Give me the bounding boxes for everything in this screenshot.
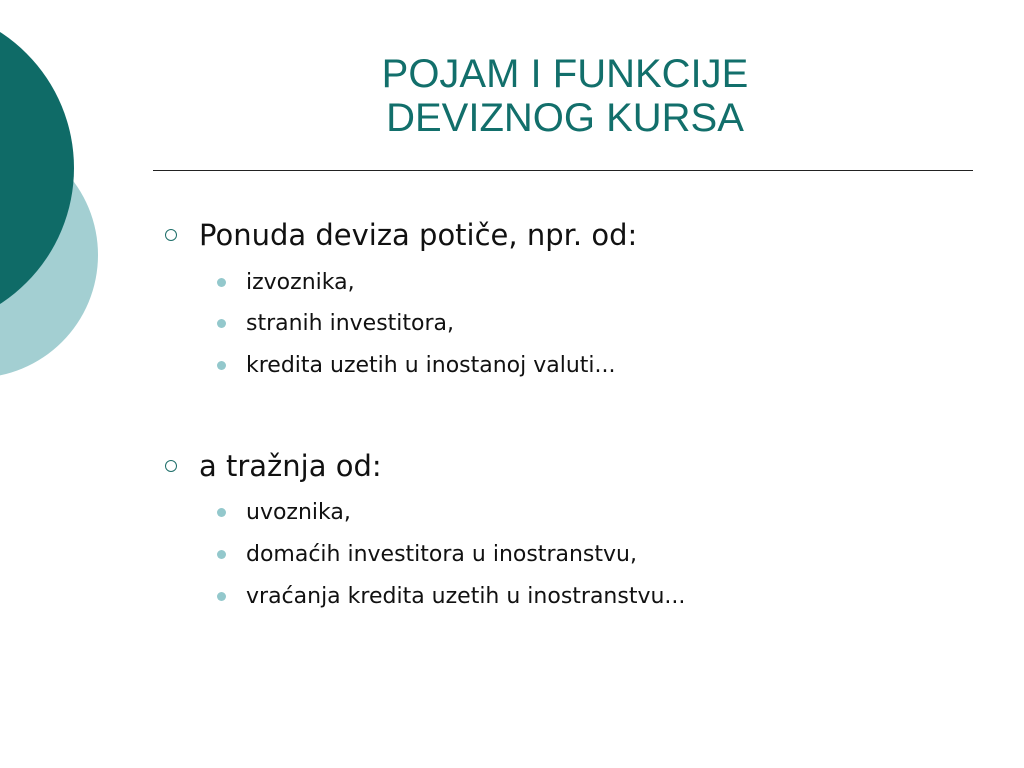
list-item-text: kredita uzetih u inostanoj valuti... (246, 352, 616, 378)
list-item (217, 308, 454, 338)
list-item-text: uvoznika, (246, 499, 351, 525)
list-item-text: domaćih investitora u inostranstvu, (246, 541, 637, 567)
list-item-text: izvoznika, (246, 269, 355, 295)
section-1-heading-text: Ponuda deviza potiče, npr. od: (199, 218, 638, 252)
list-item-text: vraćanja kredita uzetih u inostranstvu... (246, 583, 686, 609)
list-item (217, 539, 637, 569)
ring-bullet-icon (165, 460, 177, 472)
list-item (217, 350, 616, 380)
dot-bullet-icon (217, 592, 226, 601)
dot-bullet-icon (217, 278, 226, 287)
section-2-heading (165, 446, 382, 486)
ring-bullet-icon (165, 229, 177, 241)
list-item (217, 267, 355, 297)
list-item-text: stranih investitora, (246, 310, 455, 336)
dot-bullet-icon (217, 319, 226, 328)
title-line-2: DEVIZNOG KURSA (386, 96, 744, 140)
section-1-heading (165, 215, 637, 255)
title-line-1: POJAM I FUNKCIJE (381, 52, 749, 96)
section-2-heading-text: a tražnja od: (199, 449, 382, 483)
dot-bullet-icon (217, 550, 226, 559)
dot-bullet-icon (217, 508, 226, 517)
list-item (217, 581, 685, 611)
dot-bullet-icon (217, 361, 226, 370)
list-item (217, 497, 351, 527)
